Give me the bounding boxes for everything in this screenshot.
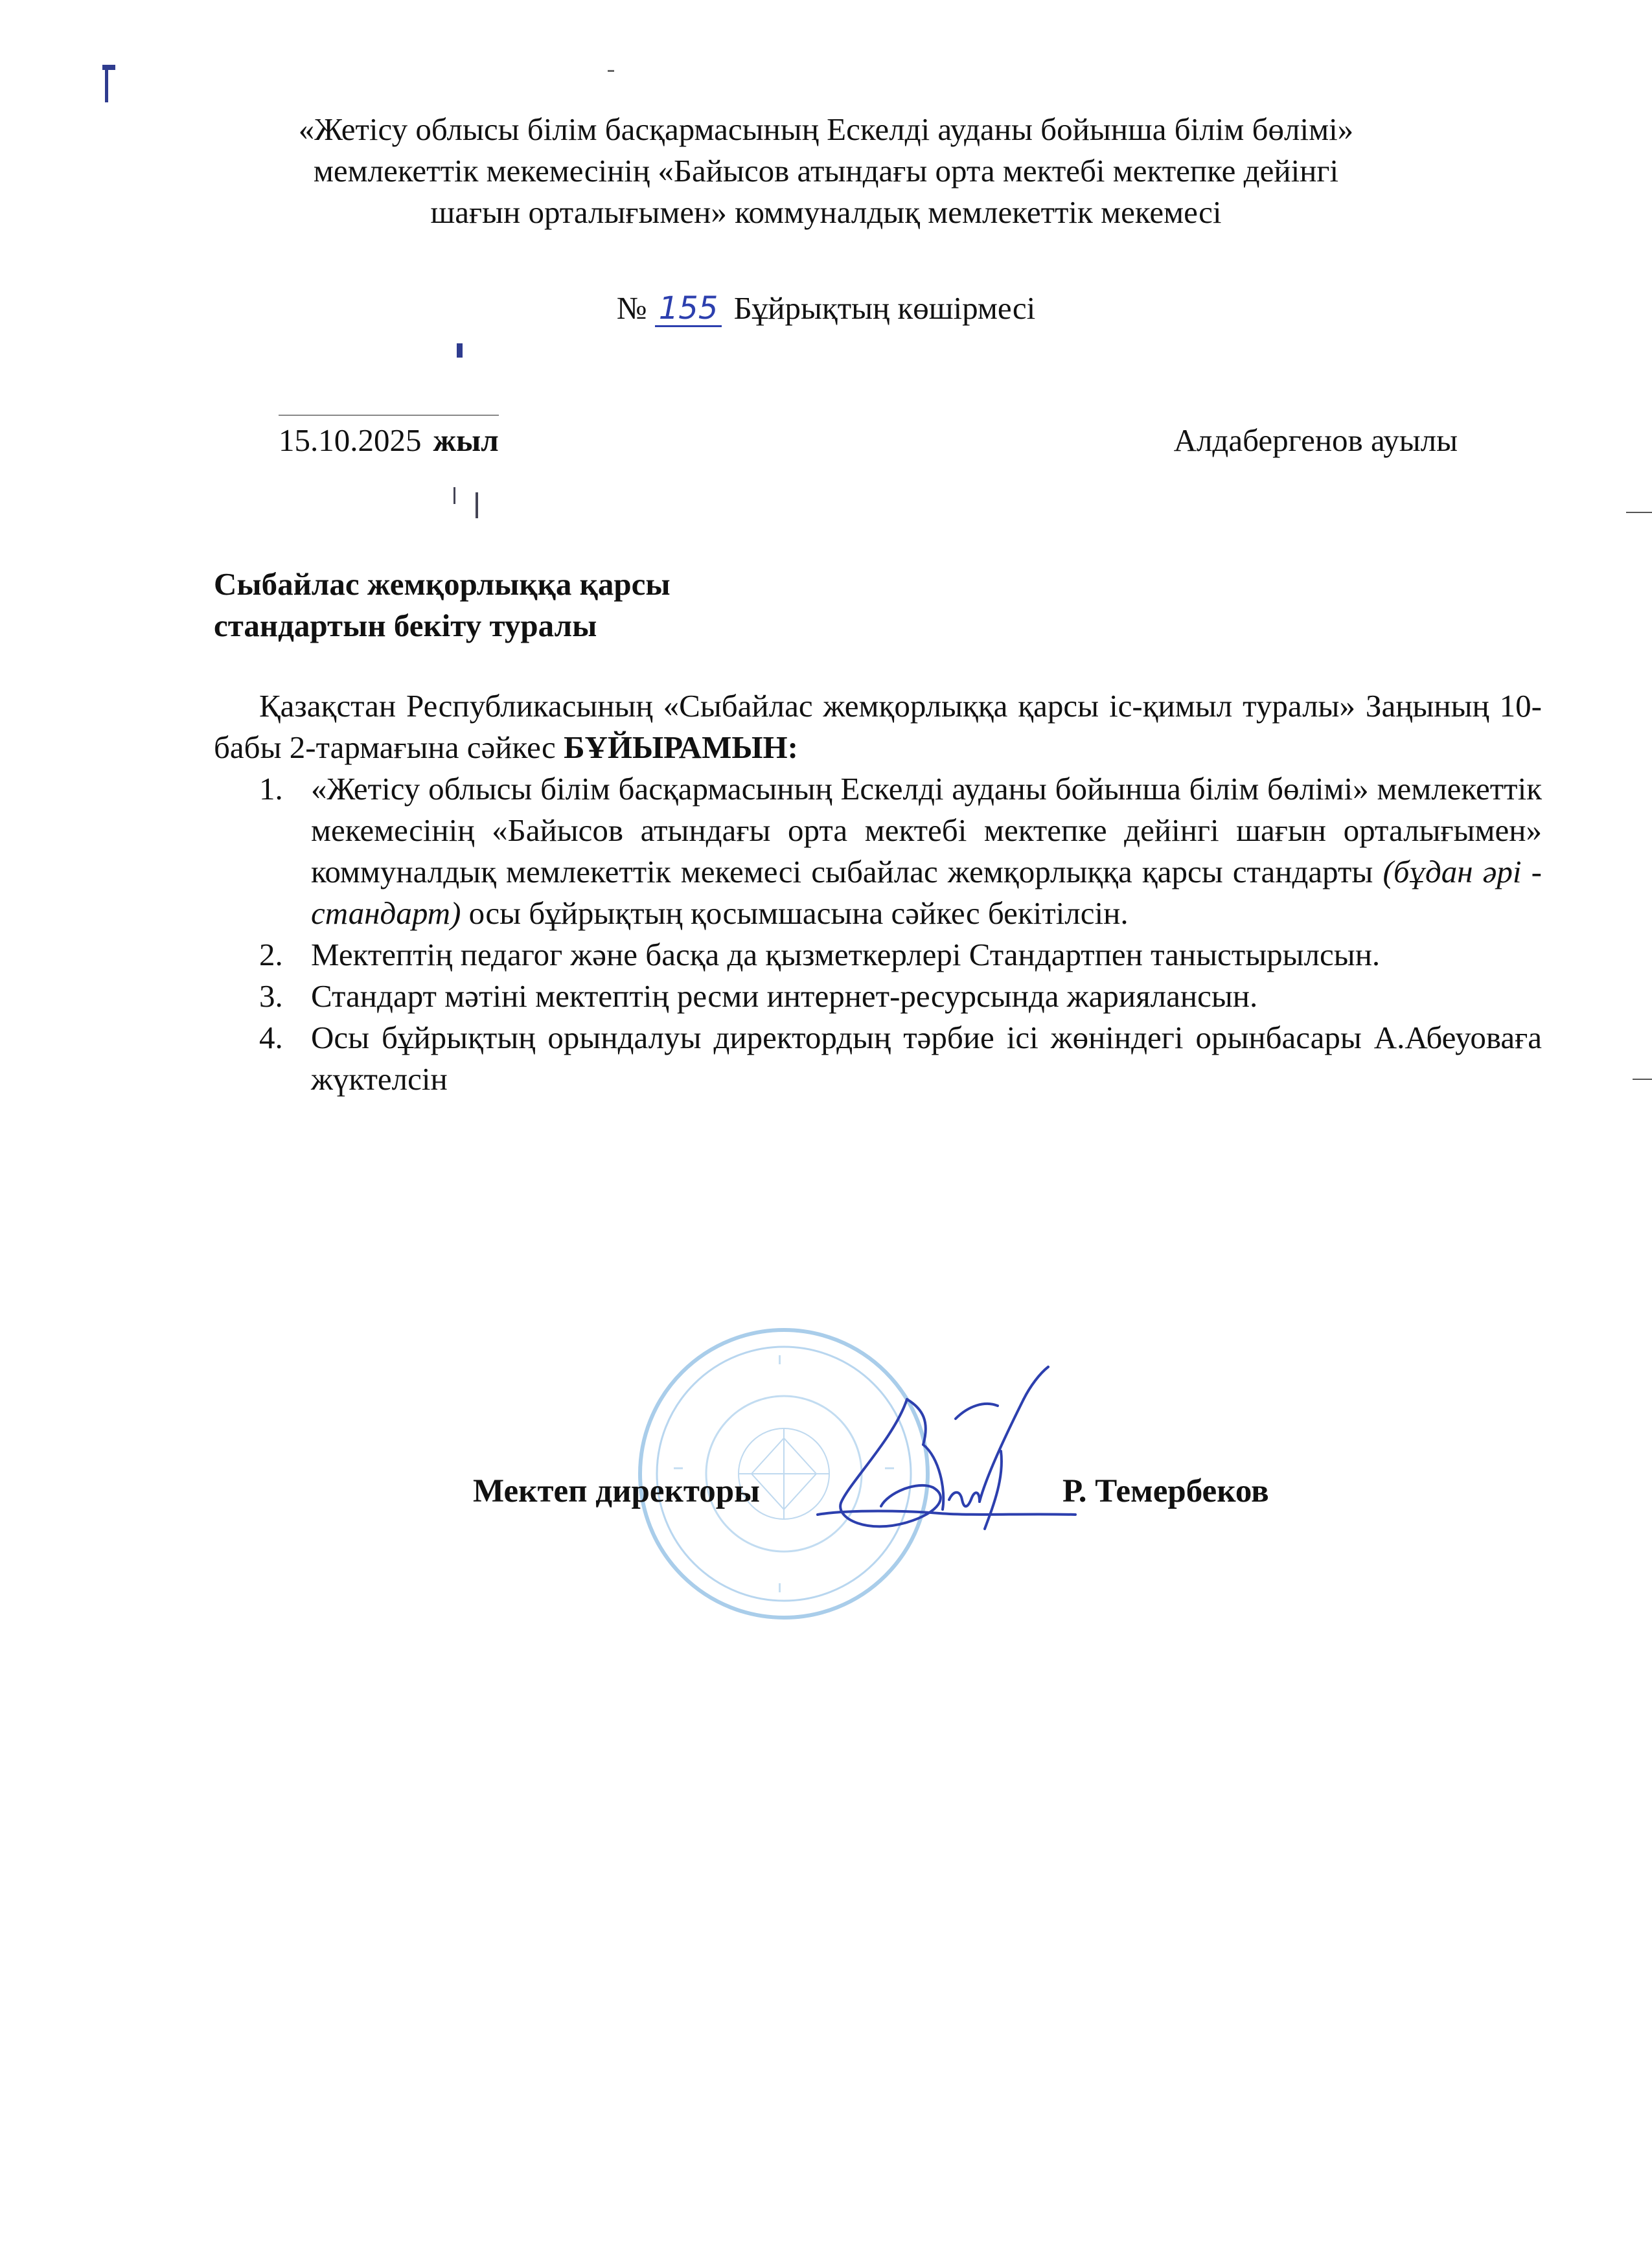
list-item-text: «Жетісу облысы білім басқармасының Ескелді ауданы бойынша білім бөлімі» мемлекеттік мекемесінің «Байысов атындағы орта мектебі мектепке дейінгі шағын орталығымен» коммуналдық мемлекеттік мекемесі сыбайлас жемқорлыққа қарсы стандарты — [311, 771, 1542, 889]
list-item-number: 3. — [259, 978, 283, 1014]
subject-line-2: стандартын бекіту туралы — [214, 608, 597, 643]
scan-speck — [476, 492, 478, 518]
order-items-list — [214, 768, 1542, 1100]
list-item-number: 4. — [259, 1020, 283, 1055]
list-item-text: Осы бұйрықтың орындалуы директордың тәрбие ісі жөніндегі орынбасары А.Абеуоваға жүктелсін — [311, 1020, 1542, 1097]
order-title — [194, 288, 1458, 329]
list-item-text: Мектептің педагог және басқа да қызметкерлері Стандартпен таныстырылсын. — [311, 937, 1381, 972]
list-item-text-end: осы бұйрықтың қосымшасына сәйкес бекітілсін. — [468, 895, 1129, 931]
order-subject — [214, 564, 671, 647]
list-item-text: Стандарт мәтіні мектептің ресми интернет-ресурсында жариялансын. — [311, 978, 1258, 1014]
subject-line-1: Сыбайлас жемқорлыққа қарсы — [214, 566, 671, 602]
list-item — [259, 768, 1542, 934]
institution-header — [194, 109, 1458, 233]
order-date — [279, 415, 499, 461]
order-number: 155 — [655, 292, 722, 327]
header-line-2: мемлекеттік мекемесінің «Байысов атындағы орта мектебі мектепке дейінгі — [313, 153, 1339, 189]
scan-speck — [457, 343, 463, 358]
place-name: Алдабергенов ауылы — [1173, 422, 1458, 458]
scan-speck — [1633, 1079, 1652, 1080]
order-heading: Бұйрықтың көшірмесі — [733, 290, 1036, 326]
order-body — [214, 685, 1542, 1100]
command-word: БҰЙЫРАМЫН: — [564, 729, 798, 765]
list-item — [259, 1017, 1542, 1100]
scan-speck — [105, 70, 108, 102]
date-value: 15.10.2025 — [279, 422, 422, 458]
intro-text: Қазақстан Республикасының «Сыбайлас жемқорлыққа қарсы іс-қимыл туралы» Заңының 10-бабы 2-тармағына сәйкес — [214, 688, 1542, 765]
intro-paragraph — [214, 685, 1542, 768]
date-year-word: жыл — [433, 422, 499, 458]
list-item — [259, 934, 1542, 976]
scan-speck — [608, 70, 614, 72]
list-item-italic: (бұдан әрі - стандарт) — [311, 854, 1542, 931]
list-item-number: 1. — [259, 771, 283, 807]
list-item-number: 2. — [259, 937, 283, 972]
scan-speck — [1626, 512, 1652, 513]
header-line-1: «Жетісу облысы білім басқармасының Ескелді ауданы бойынша білім бөлімі» — [298, 111, 1354, 147]
signature-label: Мектеп директоры — [473, 1473, 760, 1509]
signer-name: Р. Темербеков — [1062, 1473, 1269, 1509]
scan-speck — [453, 487, 455, 504]
list-item — [259, 976, 1542, 1017]
header-line-3: шағын орталығымен» коммуналдық мемлекеттік мекемесі — [430, 194, 1222, 230]
scan-speck — [102, 65, 115, 70]
signature-block — [473, 1451, 1380, 1529]
number-sign: № — [616, 290, 647, 326]
